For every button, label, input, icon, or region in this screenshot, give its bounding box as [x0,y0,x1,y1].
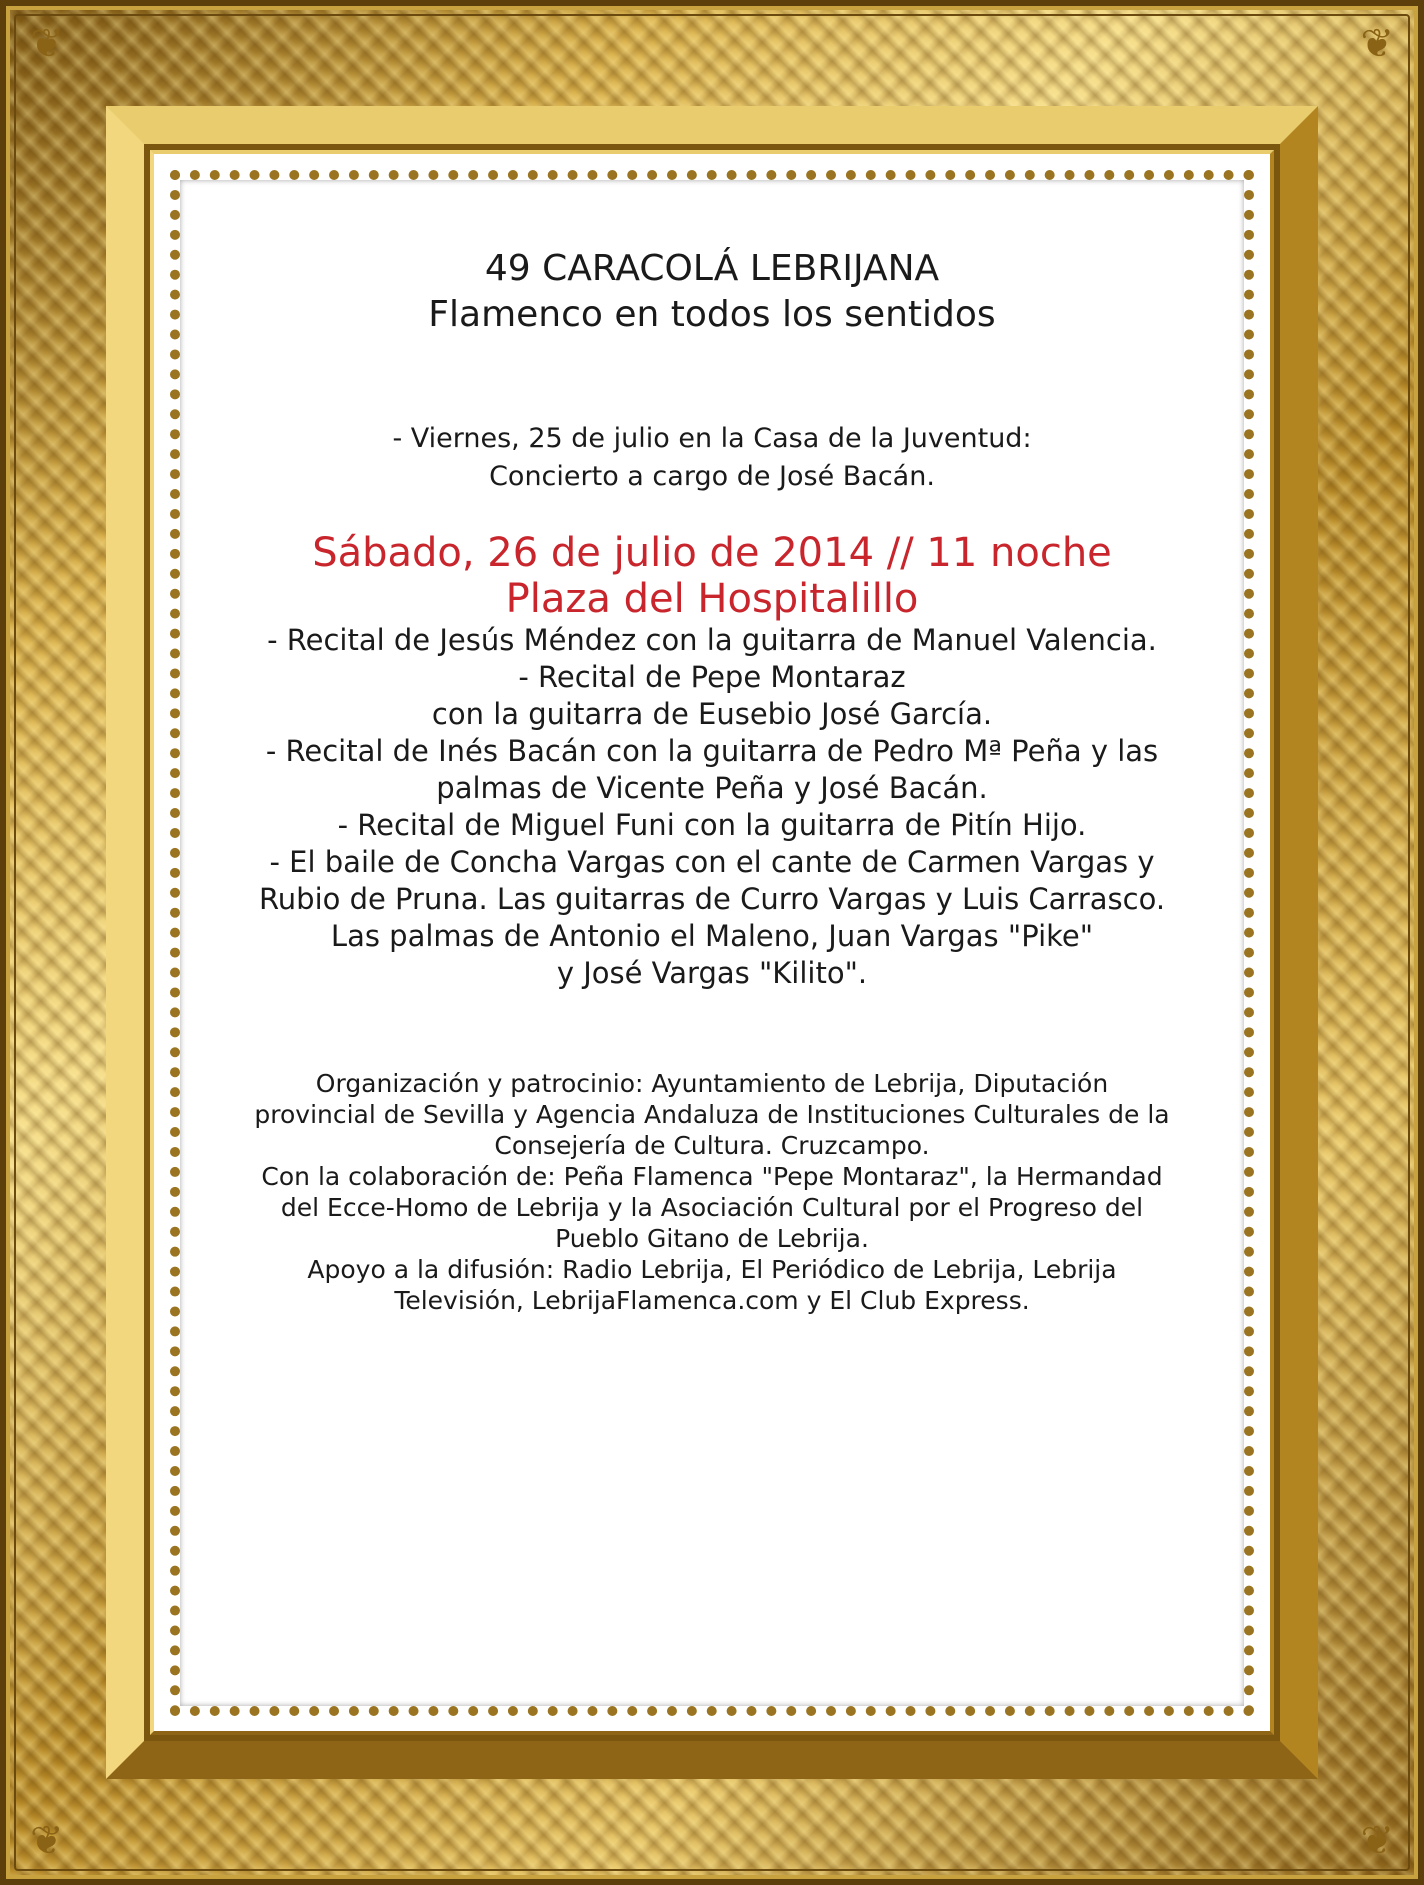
credits-line: Televisión, LebrijaFlamenca.com y El Club Express. [394,1286,1030,1315]
credits-block [180,1068,1244,1316]
credits-line: Consejería de Cultura. Cruzcampo. [494,1131,930,1160]
credits-line: del Ecce-Homo de Lebrija y la Asociación Cultural por el Progreso del [280,1193,1144,1222]
festival-name: 49 CARACOLÁ LEBRIJANA [484,248,940,289]
ornament-scroll-icon: ❦ [30,1818,64,1864]
poster-content [180,180,1244,1316]
program-line: Rubio de Pruna. Las guitarras de Curro Vargas y Luis Carrasco. [258,882,1166,916]
friday-line: - Viernes, 25 de julio en la Casa de la Juventud: [392,423,1032,454]
ornament-scroll-icon: ❦ [30,21,64,67]
ornament-scroll-icon: ❦ [1360,1818,1394,1864]
program-line: Las palmas de Antonio el Maleno, Juan Vargas "Pike" [330,919,1094,953]
program-line: - Recital de Miguel Funi con la guitarra de Pitín Hijo. [337,808,1087,842]
program-line: palmas de Vicente Peña y José Bacán. [436,771,988,805]
program-line: con la guitarra de Eusebio José García. [431,697,993,731]
credits-line: Con la colaboración de: Peña Flamenca "Pepe Montaraz", la Hermandad [261,1162,1163,1191]
credits-line: Pueblo Gitano de Lebrija. [555,1224,869,1253]
main-event-date: Sábado, 26 de julio de 2014 // 11 noche [312,530,1112,576]
program-line: - Recital de Inés Bacán con la guitarra de Pedro Mª Peña y las [265,734,1159,768]
festival-subtitle: Flamenco en todos los sentidos [428,294,996,335]
friday-line: Concierto a cargo de José Bacán. [489,461,935,492]
poster-title [180,246,1244,338]
program-line: y José Vargas "Kilito". [556,956,868,990]
main-event-header [180,530,1244,622]
friday-event [180,420,1244,496]
program-line: - Recital de Jesús Méndez con la guitarra de Manuel Valencia. [267,623,1157,657]
ornament-scroll-icon: ❦ [1360,21,1394,67]
credits-line: Apoyo a la difusión: Radio Lebrija, El Periódico de Lebrija, Lebrija [307,1255,1117,1284]
main-event-venue: Plaza del Hospitalillo [505,576,919,622]
program-line: - El baile de Concha Vargas con el cante de Carmen Vargas y [269,845,1155,879]
program-line: - Recital de Pepe Montaraz [518,660,906,694]
credits-line: Organización y patrocinio: Ayuntamiento de Lebrija, Diputación [315,1069,1109,1098]
credits-line: provincial de Sevilla y Agencia Andaluza de Instituciones Culturales de la [254,1100,1170,1129]
program-list [180,622,1244,992]
